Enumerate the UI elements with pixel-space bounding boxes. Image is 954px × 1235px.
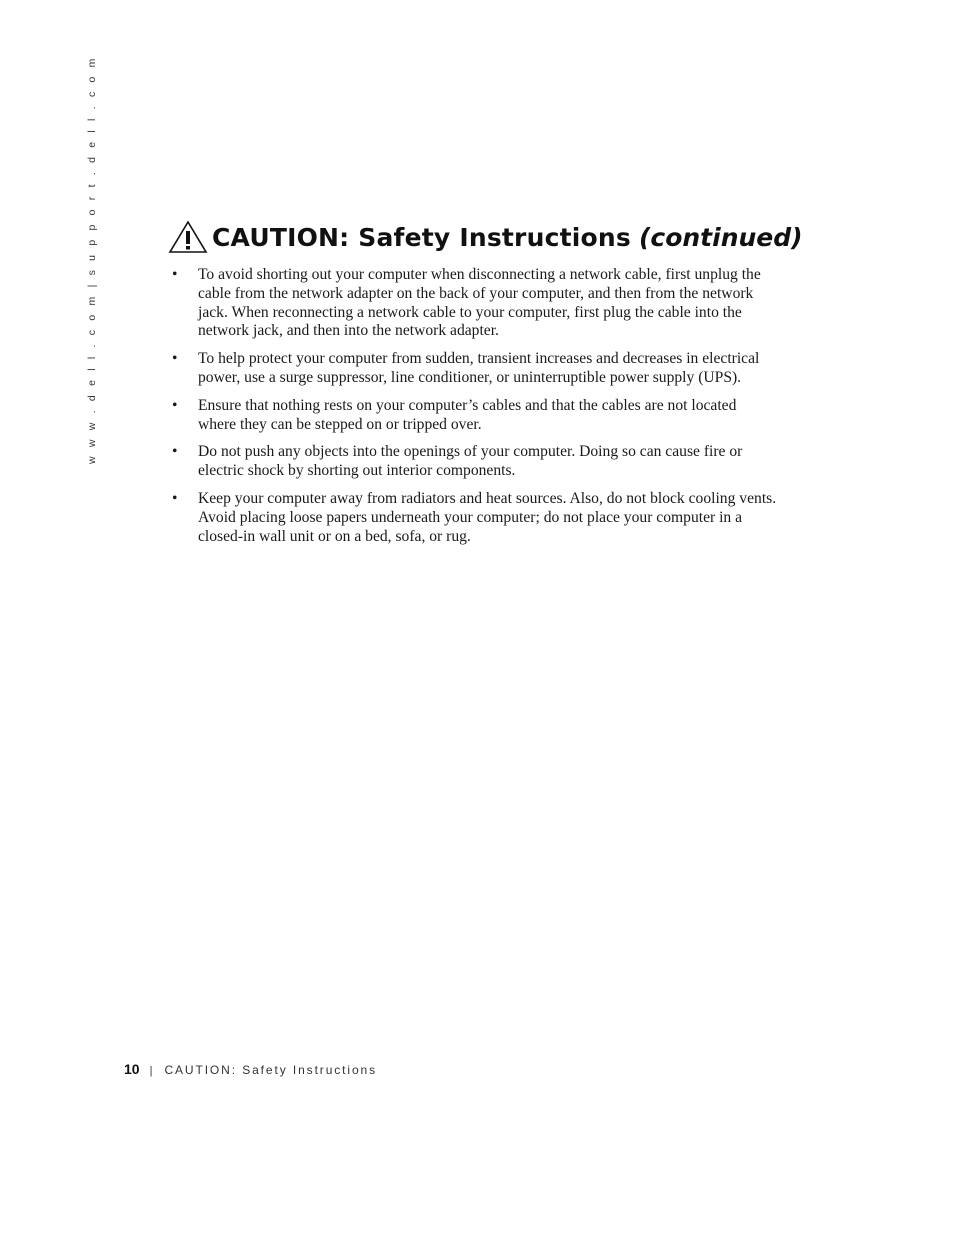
list-item-text: Ensure that nothing rests on your computer’s cables and that the cables are not located where they can be stepped on or tripped over. [198, 396, 737, 433]
side-url-text: w w w . d e l l . c o m | s u p p o r t . d e l l . c o m [86, 55, 98, 464]
list-item-text: Do not push any objects into the openings of your computer. Doing so can cause fire or electric shock by shorting out interior components. [198, 443, 743, 480]
heading-title: CAUTION: Safety Instructions [212, 222, 631, 252]
list-item [172, 490, 777, 546]
heading-continued: (continued) [638, 222, 803, 252]
page-footer [124, 1061, 377, 1077]
bullet-icon: • [172, 443, 178, 461]
list-item [172, 443, 777, 481]
bullet-icon: • [172, 266, 178, 283]
bullet-icon: • [172, 489, 178, 507]
footer-section-title: CAUTION: Safety Instructions [164, 1063, 378, 1077]
bullet-icon: • [172, 350, 178, 368]
list-item [172, 266, 777, 341]
page-heading [168, 220, 803, 254]
warning-triangle-icon [168, 220, 208, 254]
footer-separator: | [149, 1065, 153, 1077]
safety-instructions-list [172, 266, 777, 555]
list-item-text: Keep your computer away from radiators and heat sources. Also, do not block cooling vents. Avoid placing loose papers underneath your computer; do not place your computer in a closed-in wall unit or on a bed, sofa, or rug. [198, 489, 777, 545]
page-number: 10 [124, 1061, 140, 1077]
list-item [172, 397, 777, 435]
list-item [172, 350, 777, 388]
list-item-text: To help protect your computer from sudden, transient increases and decreases in electrical power, use a surge suppressor, line conditioner, or uninterruptible power supply (UPS). [198, 350, 760, 386]
list-item-text: To avoid shorting out your computer when disconnecting a network cable, first unplug the cable from the network adapter on the back of your computer, and then from the network jack. When reconnecting a network cable to your computer, first plug the cable into the network jack, and then into the network adapter. [198, 266, 761, 340]
bullet-icon: • [172, 396, 178, 414]
